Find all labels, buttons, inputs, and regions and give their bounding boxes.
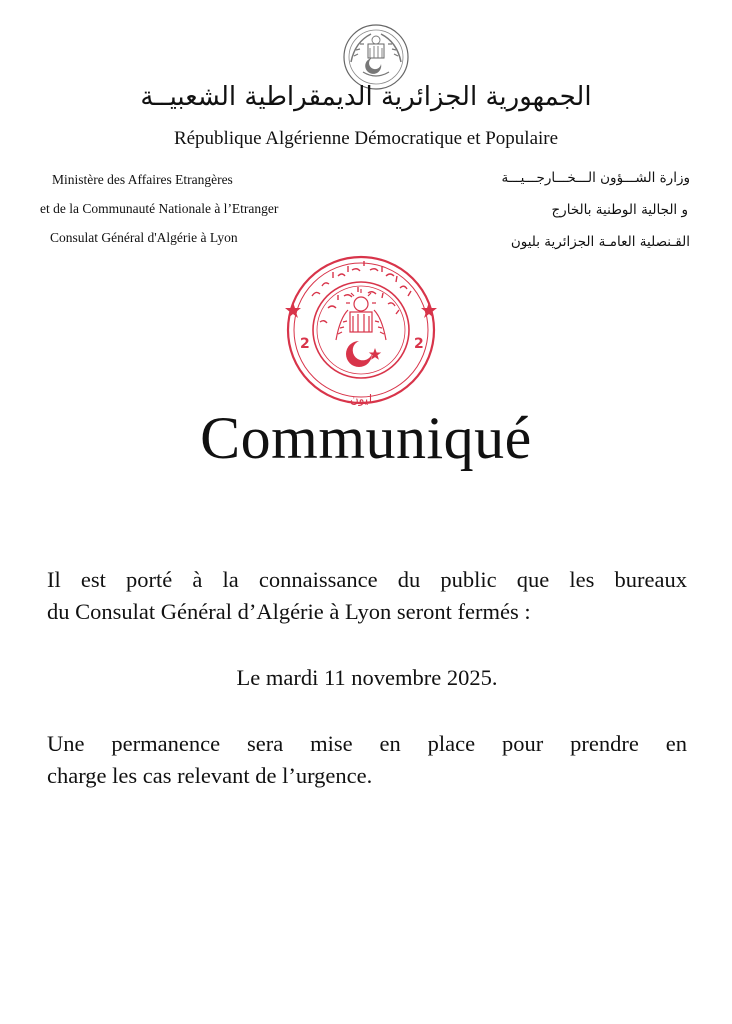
announcement-line-4: charge les cas relevant de l’urgence.: [47, 763, 373, 788]
announcement-paragraph-3: [47, 728, 687, 792]
announcement-paragraph-1: [47, 564, 687, 628]
announcement-line-1: Il est porté à la connaissance du public que les bureaux: [47, 567, 687, 592]
ministry-line-ar-3: القـنصلية العامـة الجزائرية بليون: [510, 234, 690, 250]
ministry-line-1: Ministère des Affaires Etrangères: [52, 172, 233, 187]
stamp-bottom-text: ليون: [349, 392, 373, 406]
ministry-line-ar-2: و الجالية الوطنية بالخارج: [551, 202, 688, 218]
stamp-number-left: 2: [300, 336, 310, 352]
consulate-stamp: [278, 252, 444, 414]
header-title-french: République Algérienne Démocratique et Populaire: [173, 128, 559, 149]
ministry-line-ar-1: وزارة الشـــؤون الـــخـــارجـــيـــة: [501, 170, 690, 186]
announcement-line-2: du Consulat Général d’Algérie à Lyon seront fermés :: [47, 599, 531, 624]
announcement-line-3: Une permanence sera mise en place pour prendre en: [47, 731, 687, 756]
ministry-line-2: et de la Communauté Nationale à l’Etranger: [40, 201, 279, 216]
stamp-number-right: 2: [414, 336, 424, 352]
closing-date: Le mardi 11 novembre 2025.: [236, 665, 498, 690]
header-title-arabic: الجمهورية الجزائرية الديمقراطية الشعبيــة: [140, 82, 592, 112]
page-title: Communiqué: [200, 405, 532, 471]
ministry-line-3: Consulat Général d'Algérie à Lyon: [50, 230, 238, 245]
